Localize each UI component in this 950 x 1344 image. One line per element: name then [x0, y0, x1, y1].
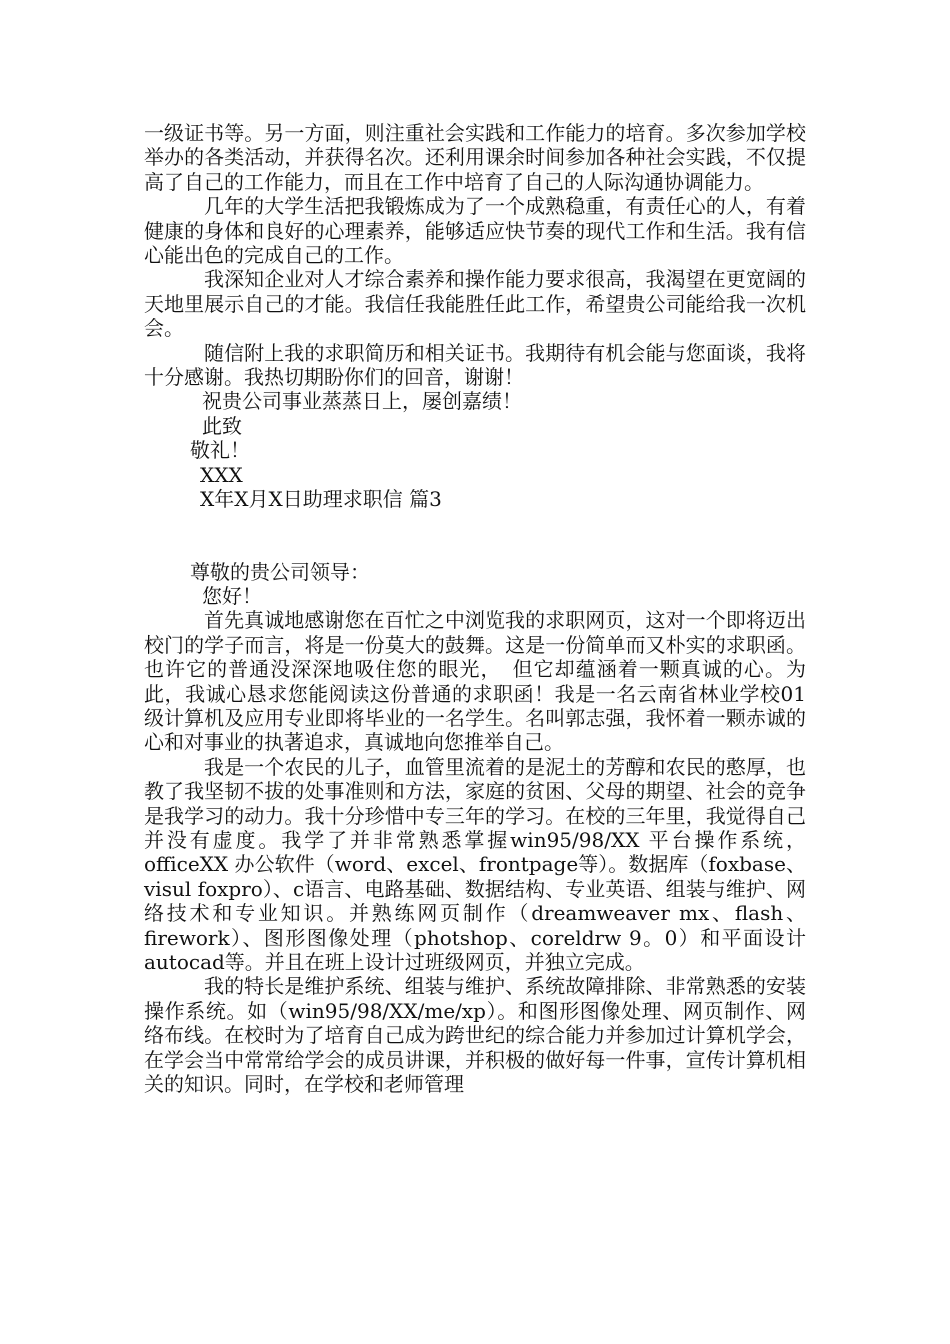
paragraph-skills: 我的特长是维护系统、组装与维护、系统故障排除、非常熟悉的安装操作系统。如（win95/98/XX/me/xp）。和图形图像处理、网页制作、网络布线。在校时为了培育自己成为跨世纪的综合能力并参加过计算机学会，在学会当中常常给学会的成员讲课，并积极的做好每一件事，宣传计算机相关的知识。同时，在学校和老师管理 — [144, 974, 806, 1097]
closing-line-2: 敬礼！ — [190, 438, 250, 463]
spacer — [144, 512, 806, 560]
wish-line: 祝贵公司事业蒸蒸日上，屡创嘉绩！ — [202, 389, 522, 414]
paragraph-company-needs: 我深知企业对人才综合素养和操作能力要求很高，我渴望在更宽阔的天地里展示自己的才能。我信任我能胜任此工作，希望贵公司能给我一次机会。 — [144, 267, 806, 341]
paragraph-background: 我是一个农民的儿子，血管里流着的是泥土的芳醇和农民的憨厚，也教了我坚韧不拔的处事准则和方法，家庭的贫困、父母的期望、社会的竞争是我学习的动力。我十分珍惜中专三年的学习。在校的三年里，我觉得自己并没有虚度。我学了并非常熟悉掌握win95/98/XX 平台操作系统，officeXX 办公软件（word、excel、frontpage等）。数据库（foxbase、visul foxpro）、c语言、电路基础、数据结构、专业英语、组装与维护、网络技术和专业知识。并熟练网页制作（dreamweaver mx、flash、firework）、图形图像处理（photshop、coreldrw 9。0）和平面设计autocad等。并且在班上设计过班级网页，并独立完成。 — [144, 754, 806, 974]
paragraph-thanks: 首先真诚地感谢您在百忙之中浏览我的求职网页，这对一个即将迈出校门的学子而言，将是一份莫大的鼓舞。这是一份简单而又朴实的求职函。也许它的普通没深深地吸住您的眼光， 但它却蕴涵着一颗真诚的心。为此，我诚心恳求您能阅读这份普通的求职函！我是一名云南省林业学校01级计算机及应用专业即将毕业的一名学生。名叫郭志强，我怀着一颗赤诚的心和对事业的执著追求，真诚地向您推举自己。 — [144, 608, 806, 755]
signature: XXX — [200, 462, 243, 487]
paragraph-continued: 一级证书等。另一方面，则注重社会实践和工作能力的培育。多次参加学校举办的各类活动，并获得名次。还利用课余时间参加各种社会实践，不仅提高了自己的工作能力，而且在工作中培育了自己的人际沟通协调能力。 — [144, 121, 806, 194]
paragraph-attachments: 随信附上我的求职简历和相关证书。我期待有机会能与您面谈，我将十分感谢。我热切期盼你们的回音，谢谢！ — [144, 340, 806, 390]
greeting: 您好！ — [202, 583, 262, 608]
closing-line-1: 此致 — [202, 413, 242, 438]
date-and-title: X年X月X日助理求职信 篇3 — [200, 487, 442, 512]
paragraph-college-life: 几年的大学生活把我锻炼成为了一个成熟稳重，有责任心的人，有着健康的身体和良好的心理素养，能够适应快节奏的现代工作和生活。我有信心能出色的完成自己的工作。 — [144, 194, 806, 268]
salutation: 尊敬的贵公司领导： — [190, 559, 370, 584]
letter-text — [144, 121, 806, 1096]
